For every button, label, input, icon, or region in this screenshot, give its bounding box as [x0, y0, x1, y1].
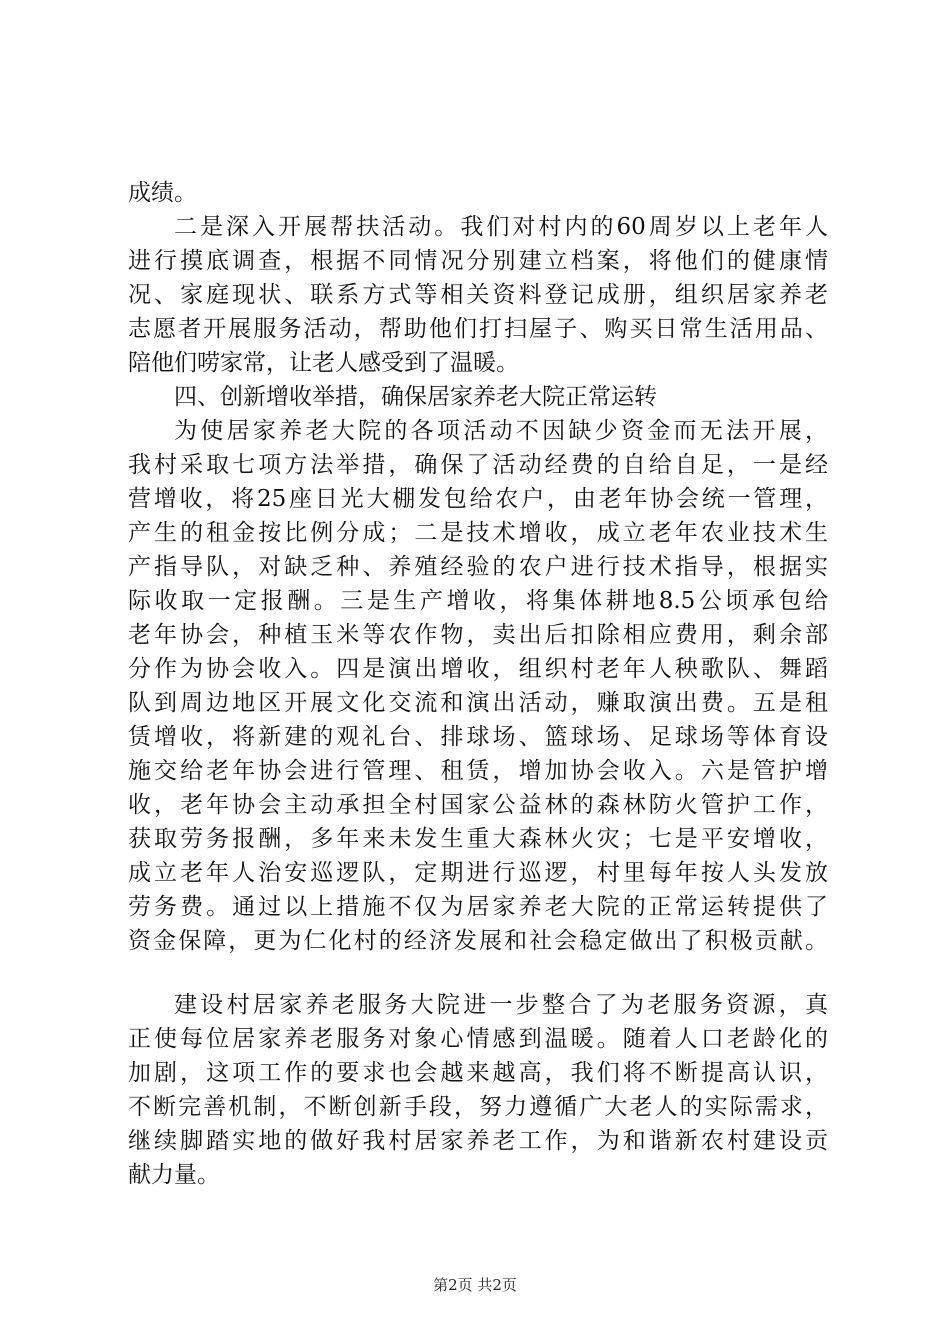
- text-line: 志愿者开展服务活动，帮助他们打扫屋子、购买日常生活用品、: [128, 316, 828, 342]
- text-line: 加剧，这项工作的要求也会越来越高，我们将不断提高认识，: [128, 1060, 828, 1086]
- text-line: 收，老年协会主动承担全村国家公益林的森林防火管护工作，: [128, 792, 828, 818]
- document-body: [128, 176, 828, 1192]
- text-line: 队到周边地区开展文化交流和演出活动，赚取演出费。五是租: [128, 690, 828, 716]
- text-line: 陪他们唠家常，让老人感受到了温暖。: [128, 350, 519, 376]
- text-line: 老年协会，种植玉米等农作物，卖出后扣除相应费用，剩余部: [128, 622, 828, 648]
- text-line: 施交给老年协会进行管理、租赁，增加协会收入。六是管护增: [128, 758, 828, 784]
- text-line: 际收取一定报酬。三是生产增收，将集体耕地8.5公顷承包给: [128, 588, 828, 614]
- section-heading: 四、创新增收举措，确保居家养老大院正常运转: [174, 384, 657, 410]
- text-line: 献力量。: [128, 1162, 220, 1188]
- text-line: 营增收，将25座日光大棚发包给农户，由老年协会统一管理，: [128, 486, 828, 512]
- text-line: 成立老年人治安巡逻队，定期进行巡逻，村里每年按人头发放: [128, 860, 828, 886]
- text-line: 我村采取七项方法举措，确保了活动经费的自给自足，一是经: [128, 452, 828, 478]
- text-line: 赁增收，将新建的观礼台、排球场、篮球场、足球场等体育设: [128, 724, 828, 750]
- text-line: 正使每位居家养老服务对象心情感到温暖。随着人口老龄化的: [128, 1026, 828, 1052]
- text-line: 成绩。: [128, 180, 197, 206]
- text-line: 二是深入开展帮扶活动。我们对村内的60周岁以上老年人: [174, 214, 828, 240]
- text-line: 不断完善机制，不断创新手段，努力遵循广大老人的实际需求，: [128, 1094, 828, 1120]
- text-line: 建设村居家养老服务大院进一步整合了为老服务资源，真: [174, 992, 828, 1018]
- text-line: 产生的租金按比例分成；二是技术增收，成立老年农业技术生: [128, 520, 828, 546]
- text-line: 获取劳务报酬，多年来未发生重大森林火灾；七是平安增收，: [128, 826, 828, 852]
- text-line: 产指导队，对缺乏种、养殖经验的农户进行技术指导，根据实: [128, 554, 828, 580]
- text-line: 分作为协会收入。四是演出增收，组织村老年人秧歌队、舞蹈: [128, 656, 828, 682]
- text-line: 进行摸底调查，根据不同情况分别建立档案，将他们的健康情: [128, 248, 828, 274]
- paragraph-gap: [128, 958, 828, 988]
- text-line: 资金保障，更为仁化村的经济发展和社会稳定做出了积极贡献。: [128, 928, 828, 954]
- text-line: 为使居家养老大院的各项活动不因缺少资金而无法开展，: [174, 418, 828, 444]
- text-line: 继续脚踏实地的做好我村居家养老工作，为和谐新农村建设贡: [128, 1128, 828, 1154]
- page-footer: 第2页 共2页: [433, 1276, 517, 1294]
- text-line: 况、家庭现状、联系方式等相关资料登记成册，组织居家养老: [128, 282, 828, 308]
- text-line: 劳务费。通过以上措施不仅为居家养老大院的正常运转提供了: [128, 894, 828, 920]
